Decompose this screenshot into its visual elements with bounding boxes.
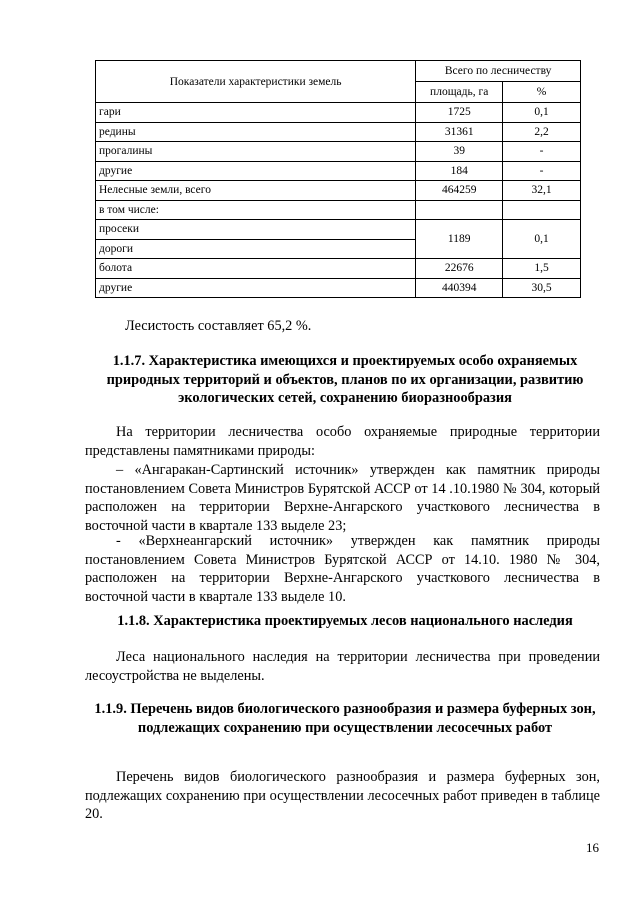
section-119-title: 1.1.9. Перечень видов биологического разнообразия и размера буферных зон, подлежащих сохранению при осуществлении лесосечных работ [94,701,596,736]
table-row [96,259,581,279]
row-label: Нелесные земли, всего [96,181,416,201]
table-row [96,181,581,201]
table-row [96,103,581,123]
row-label: просеки [96,220,416,240]
row-percent: 30,5 [503,278,581,298]
forest-cover-text: Лесистость составляет 65,2 %. [125,318,312,334]
row-percent: 1,5 [503,259,581,279]
table-row [96,278,581,298]
row-label: болота [96,259,416,279]
section-119-paragraph: Перечень видов биологического разнообразия и размера буферных зон, подлежащих сохранению при осуществлении лесосечных работ приведен в таблице 20. [85,769,600,822]
section-118-paragraph: Леса национального наследия на территории лесничества при проведении лесоустройства не выделены. [85,649,600,684]
row-area: 440394 [416,278,503,298]
row-area: 1189 [416,220,503,259]
row-percent: 0,1 [503,103,581,123]
row-area: 464259 [416,181,503,201]
row-label: гари [96,103,416,123]
section-117-paragraph-3: - «Верхнеангарский источник» утвержден как памятник природы постановлением Совета Министров Бурятской АССР от 14.10. 1980 № 304, расположен на территории Верхне-Ангарского участкового лесничества в восточной части в квартале 133 выделе 10. [85,533,600,605]
table-row [96,142,581,162]
table-row [96,220,581,240]
row-label: другие [96,278,416,298]
table-row [96,200,581,220]
table-row [96,122,581,142]
land-characteristics-table [95,60,581,298]
row-label: дороги [96,239,416,259]
row-area: 184 [416,161,503,181]
header-total: Всего по лесничеству [416,61,581,82]
section-117-paragraph-1: На территории лесничества особо охраняемые природные территории представлены памятниками природы: [85,424,600,459]
row-area: 31361 [416,122,503,142]
header-percent: % [503,82,581,103]
page-number: 16 [586,840,599,855]
table-row [96,161,581,181]
row-area [416,200,503,220]
row-percent: 0,1 [503,220,581,259]
row-label: другие [96,161,416,181]
row-percent [503,200,581,220]
row-percent: - [503,142,581,162]
row-percent: 2,2 [503,122,581,142]
row-label: редины [96,122,416,142]
section-118-title: 1.1.8. Характеристика проектируемых лесов национального наследия [117,613,573,629]
row-percent: - [503,161,581,181]
row-label: в том числе: [96,200,416,220]
header-area: площадь, га [416,82,503,103]
header-indicator: Показатели характеристики земель [96,61,416,103]
row-area: 39 [416,142,503,162]
row-area: 1725 [416,103,503,123]
row-area: 22676 [416,259,503,279]
row-label: прогалины [96,142,416,162]
row-percent: 32,1 [503,181,581,201]
section-117-paragraph-2: – «Ангаракан-Сартинский источник» утвержден как памятник природы постановлением Совета Министров Бурятской АССР от 14 .10.1980 № 304, который расположен на территории Верхне-Ангарского участкового лесничества в восточной части в квартале 133 выделе 23; [85,462,600,534]
section-117-title: 1.1.7. Характеристика имеющихся и проектируемых особо охраняемых природных территорий и объектов, планов по их организации, развитию экологических сетей, сохранению биоразнообразия [106,353,584,406]
